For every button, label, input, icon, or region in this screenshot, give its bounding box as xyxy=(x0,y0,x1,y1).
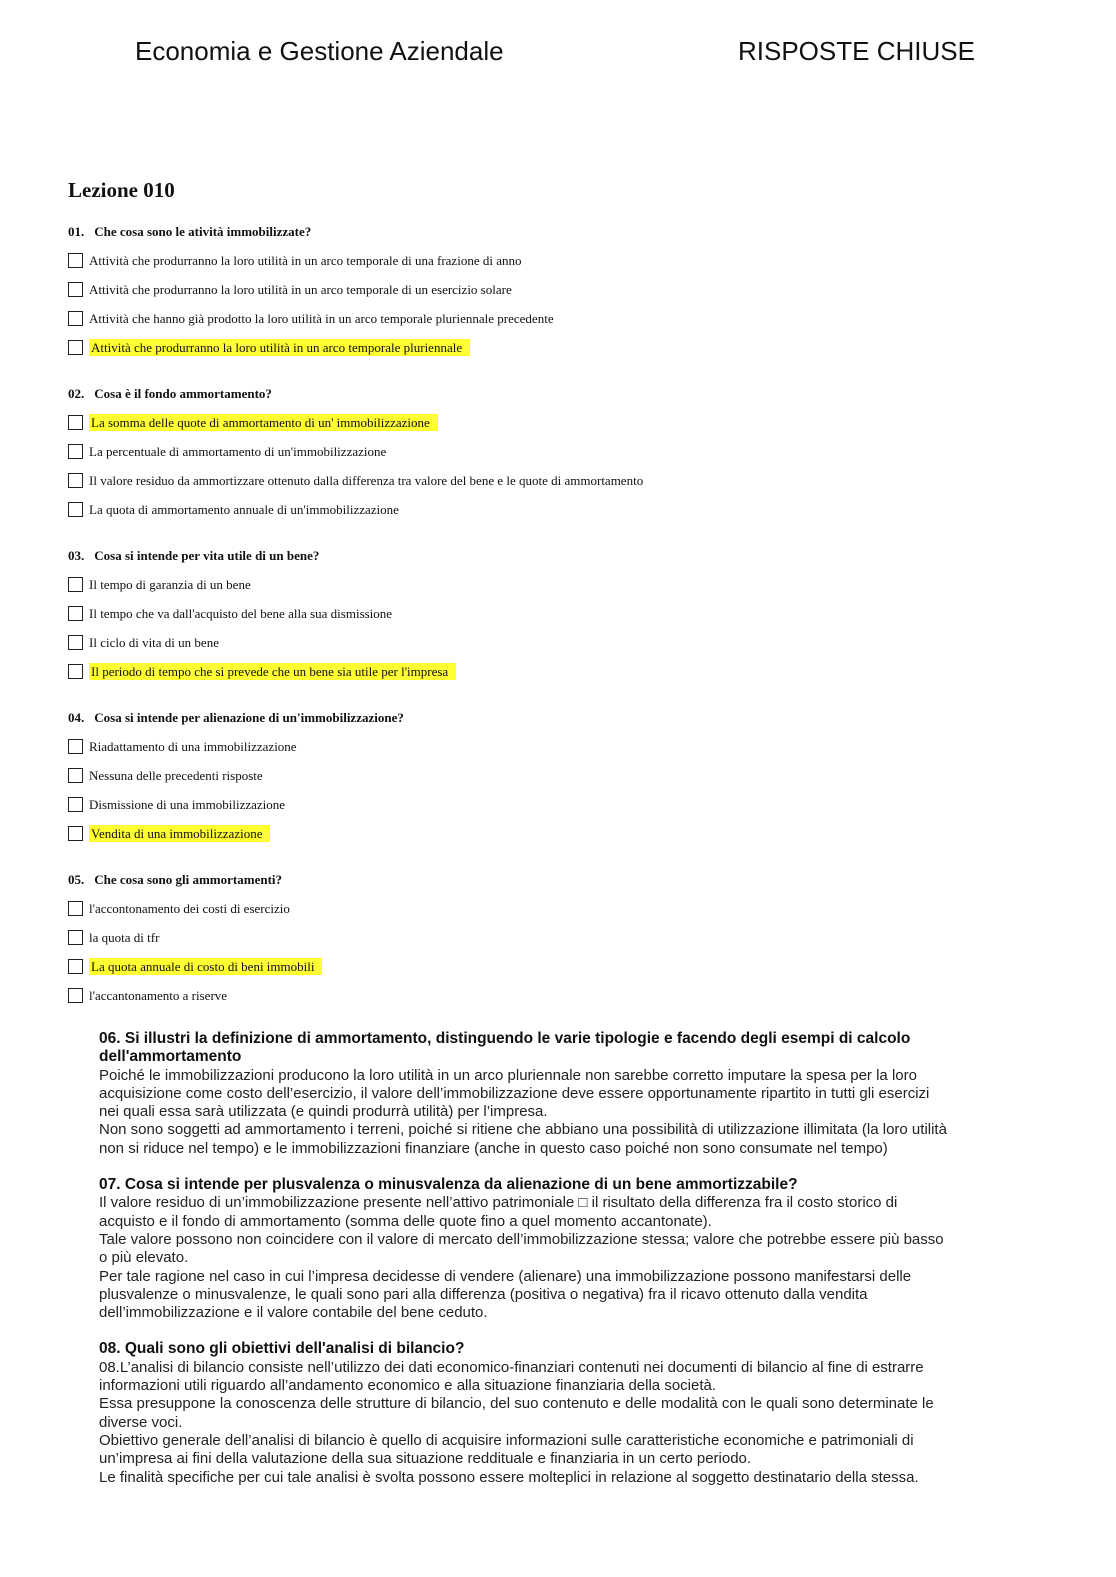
checkbox[interactable] xyxy=(68,930,83,945)
question-number: 01. xyxy=(68,224,85,239)
document-type: RISPOSTE CHIUSE xyxy=(738,36,975,66)
answer-text: La percentuale di ammortamento di un'immobilizzazione xyxy=(89,444,387,459)
answer-option[interactable] xyxy=(68,634,788,663)
question-title xyxy=(68,385,788,414)
checkbox[interactable] xyxy=(68,635,83,650)
question xyxy=(68,547,788,692)
answer-option[interactable] xyxy=(68,929,788,958)
checkbox[interactable] xyxy=(68,739,83,754)
answer-option[interactable] xyxy=(68,310,788,339)
question-number: 05. xyxy=(68,872,85,887)
answer-text: Il tempo di garanzia di un bene xyxy=(89,577,251,592)
answer-paragraph: Tale valore possono non coincidere con il valore di mercato dell’immobilizzazione stessa; valore che potrebbe essere più basso o più elevato. xyxy=(99,1230,944,1267)
answer-text: Il ciclo di vita di un bene xyxy=(89,635,219,650)
answer-paragraph: Il valore residuo di un’immobilizzazione presente nell’attivo patrimoniale □ il risultato della differenza fra il costo storico di acquisto e il fondo di ammortamento (somma delle quote fino a quel momento accantonate). xyxy=(99,1194,898,1230)
checkbox[interactable] xyxy=(68,577,83,592)
answer-option[interactable] xyxy=(68,767,788,796)
correct-answer-text: Attività che produrranno la loro utilità in un arco temporale pluriennale xyxy=(89,339,470,356)
question-text: Che cosa sono le atività immobilizzate? xyxy=(94,224,312,239)
answer-text: la quota di tfr xyxy=(89,930,160,945)
open-question xyxy=(99,1340,949,1486)
answer-option[interactable] xyxy=(68,576,788,605)
checkbox[interactable] xyxy=(68,606,83,621)
answer-paragraph: 08.L’analisi di bilancio consiste nell’utilizzo dei dati economico-finanziari contenuti nei documenti di bilancio al fine di estrarre informazioni utili riguardo all’andamento economico e alla situazione finanziaria della società. xyxy=(99,1358,924,1395)
answer-paragraph: Le finalità specifiche per cui tale analisi è svolta possono essere molteplici in relazione al soggetto destinatario della stessa. xyxy=(99,1468,919,1486)
answer-option[interactable] xyxy=(68,987,788,1016)
answer-paragraph: Non sono soggetti ad ammortamento i terreni, poiché si ritiene che abbiano una possibilità di utilizzazione illimitata (la loro utilità non si riduce nel tempo) e le immobilizzazioni finanziare (anche in questo caso poiché non sono consumate nel tempo) xyxy=(99,1121,947,1157)
answer-option[interactable] xyxy=(68,339,788,368)
answer-option[interactable] xyxy=(68,605,788,634)
checkbox[interactable] xyxy=(68,340,83,355)
answer-text: l'accontonamento dei costi di esercizio xyxy=(89,901,290,916)
answer-option[interactable] xyxy=(68,958,788,987)
answer-paragraph: Obiettivo generale dell’analisi di bilancio è quello di acquisire informazioni sulle caratteristiche economiche e patrimoniali di un’impresa ai fini della valutazione della sua situazione reddituale e finanziaria in un certo periodo. xyxy=(99,1431,914,1468)
question-text: Che cosa sono gli ammortamenti? xyxy=(94,872,283,887)
checkbox[interactable] xyxy=(68,797,83,812)
checkbox[interactable] xyxy=(68,502,83,517)
course-title: Economia e Gestione Aziendale xyxy=(135,36,504,66)
closed-questions xyxy=(68,223,788,1033)
lesson-title: Lezione 010 xyxy=(68,178,175,202)
question-number: 03. xyxy=(68,548,85,563)
open-questions xyxy=(99,1030,949,1505)
answer-text: Nessuna delle precedenti risposte xyxy=(89,768,263,783)
question-title xyxy=(68,871,788,900)
answer-paragraph: Per tale ragione nel caso in cui l’impresa decidesse di vendere (alienare) una immobilizzazione possono manifestarsi delle plusvalenze o minusvalenze, le quali sono pari alla differenza (positiva o negativa) fra il ricavo ottenuto dalla vendita dell’immobilizzazione e il valore contabile del bene ceduto. xyxy=(99,1267,912,1322)
answer-paragraph: Essa presuppone la conoscenza delle strutture di bilancio, del suo contenuto e delle modalità con le quali sono determinate le diverse voci. xyxy=(99,1395,934,1431)
question xyxy=(68,871,788,1016)
question-text: Cosa si intende per alienazione di un'immobilizzazione? xyxy=(94,710,404,725)
answer-text: l'accantonamento a riserve xyxy=(89,988,228,1003)
answer-option[interactable] xyxy=(68,663,788,692)
open-question-title: 06. Si illustri la definizione di ammortamento, distinguendo le varie tipologie e facendo degli esempi di calcolo dell'ammortamento xyxy=(99,1030,911,1066)
checkbox[interactable] xyxy=(68,959,83,974)
checkbox[interactable] xyxy=(68,253,83,268)
answer-option[interactable] xyxy=(68,738,788,767)
answer-option[interactable] xyxy=(68,900,788,929)
open-question-title: 07. Cosa si intende per plusvalenza o minusvalenza da alienazione di un bene ammortizzabile? xyxy=(99,1176,798,1194)
answer-option[interactable] xyxy=(68,501,788,530)
answer-paragraph: Poiché le immobilizzazioni producono la loro utilità in un arco pluriennale non sarebbe corretto imputare la spesa per la loro acquisizione come costo dell’esercizio, il valore dell’immobilizzazione deve essere opportunamente ripartito in tutti gli esercizi nei quali essa sarà utilizzata (e quindi produrrà utilità) per l’impresa. xyxy=(99,1066,930,1121)
checkbox[interactable] xyxy=(68,311,83,326)
answer-text: Attività che produrranno la loro utilità in un arco temporale di un esercizio solare xyxy=(89,282,512,297)
question xyxy=(68,223,788,368)
correct-answer-text: Vendita di una immobilizzazione xyxy=(89,825,270,842)
answer-text: Attività che produrranno la loro utilità in un arco temporale di una frazione di anno xyxy=(89,253,522,268)
open-question xyxy=(99,1176,949,1322)
answer-option[interactable] xyxy=(68,281,788,310)
answer-text: Il tempo che va dall'acquisto del bene alla sua dismissione xyxy=(89,606,393,621)
answer-text: Riadattamento di una immobilizzazione xyxy=(89,739,297,754)
checkbox[interactable] xyxy=(68,664,83,679)
checkbox[interactable] xyxy=(68,282,83,297)
correct-answer-text: La somma delle quote di ammortamento di un' immobilizzazione xyxy=(89,414,438,431)
answer-option[interactable] xyxy=(68,472,788,501)
correct-answer-text: Il periodo di tempo che si prevede che un bene sia utile per l'impresa xyxy=(89,663,456,680)
checkbox[interactable] xyxy=(68,473,83,488)
question xyxy=(68,709,788,854)
checkbox[interactable] xyxy=(68,415,83,430)
answer-text: Dismissione di una immobilizzazione xyxy=(89,797,286,812)
correct-answer-text: La quota annuale di costo di beni immobili xyxy=(89,958,322,975)
answer-text: Il valore residuo da ammortizzare ottenuto dalla differenza tra valore del bene e le quote di ammortamento xyxy=(89,473,644,488)
answer-option[interactable] xyxy=(68,443,788,472)
checkbox[interactable] xyxy=(68,444,83,459)
answer-text: La quota di ammortamento annuale di un'immobilizzazione xyxy=(89,502,399,517)
answer-option[interactable] xyxy=(68,796,788,825)
question-number: 04. xyxy=(68,710,85,725)
checkbox[interactable] xyxy=(68,768,83,783)
answer-text: Attività che hanno già prodotto la loro utilità in un arco temporale pluriennale precedente xyxy=(89,311,554,326)
question-number: 02. xyxy=(68,386,85,401)
answer-option[interactable] xyxy=(68,252,788,281)
answer-option[interactable] xyxy=(68,414,788,443)
question-title xyxy=(68,223,788,252)
question-title xyxy=(68,547,788,576)
checkbox[interactable] xyxy=(68,988,83,1003)
question-text: Cosa è il fondo ammortamento? xyxy=(94,386,272,401)
answer-option[interactable] xyxy=(68,825,788,854)
question-title xyxy=(68,709,788,738)
question xyxy=(68,385,788,530)
open-question-title: 08. Quali sono gli obiettivi dell'analisi di bilancio? xyxy=(99,1340,465,1358)
checkbox[interactable] xyxy=(68,826,83,841)
checkbox[interactable] xyxy=(68,901,83,916)
question-text: Cosa si intende per vita utile di un bene? xyxy=(94,548,320,563)
open-question xyxy=(99,1030,949,1158)
